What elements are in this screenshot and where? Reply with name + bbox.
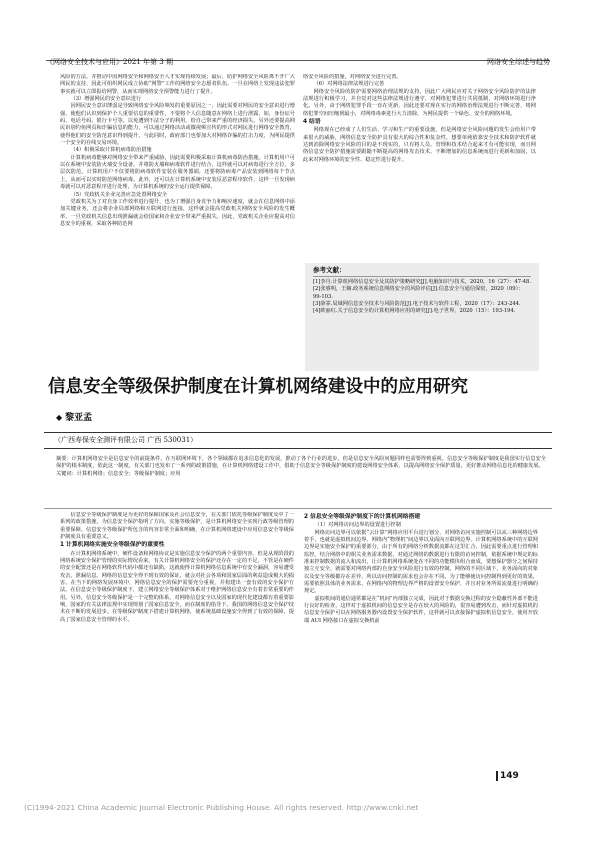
- references-list: [313, 279, 531, 315]
- subsection-heading: （5）党政机关企业完善应急处置网络安全: [70, 191, 168, 198]
- column-4: [304, 513, 538, 753]
- paragraph: 网络访问边界可以依据“云计算”网络应用平台进行划分，对网络访问实施控制可以从三种网络边界着手，也就是虚拟机间边界、网络内“物理机”间边界以及面向互联网边界。计算机网络系统中的互联网边界是实施安全保护的重要部分，由于所有的网络分析数据流都在这里汇合，因此需要重点进行管理和监控。结合网络中的相关业务需求数据，对通过网络的数据进行有限的访问控制，依据系统中规定的标准来控制数据的流入和流出，让计算机网络系统处在不同的功能模块组合而成，要想保护器分之间保持独立互安全，就需要对网络内部的自身安全风险进行有效的控制，网络的不同区域下，业务面向的对象以及安全等级都存在差异，所以访问控制的需求也会存在不同。为了能够使访问控制得到更好的效果，需要依照具体的业务需求，在网络内的物理边界严格的设置安全保护，并且对业务所需流量进行明确的规定。: [304, 529, 538, 595]
- section-heading: 4 结语: [303, 119, 321, 126]
- column-2: [303, 74, 536, 258]
- reference-item: [1]李丹.计算机网络信息安全及其防护策略研究[J].电脑知识与技术，2020，16（27）：47-48.: [313, 279, 531, 286]
- references-divider: [313, 276, 531, 277]
- section-heading: 2 信息安全等级保护制度下的计算机网络搭建: [304, 514, 421, 520]
- paragraph: 因网民安全意识薄弱是导致网络安全风险频发的重要原因之一，因此需要对网民的安全意识进行增强，使他们认识到保护个人重要信息的重要性，不要将个人信息随意在网络上进行泄露，如，身份证号码、电话号码、银行卡号等。以免遭到不法分子的利用，给自己带来严重的经济损失。另外还要提高网民识别钓鱼网页和诈骗信息的能力，可以通过网络活动或微视频宣传的形式对网民进行网络安全教育，使得他们的安全防范意识得到提升，与此同时，政府部门也要加大对网络诈骗的打击力度，为网民提供一个安全的在线交易环境。: [60, 103, 295, 147]
- copyright-footer: (C)1994-2021 China Academic Journal Electronic Publishing House. All rights reserved. http://www.cnki.net: [24, 803, 419, 812]
- paragraph: 网络安全风险的防护需要网络治理法规的支持，因此广大网民应对关于网络安全风险防护的法律法规进行积极学习，并自觉对这些法律法规进行遵守，对网络犯罪进行共同抵制，对网络环境进行净化。另外，由于网络犯罪手段一直在更新，因此还要对现在实行的网络治理法规进行不断完善，将网络犯罪空间压缩到最小，对网络毒素进行大力清除，为网民提供一个绿色、安全的网络环境。: [303, 88, 536, 117]
- reference-item: [2]张睿明，王娴.政务系统信息网络安全的风险评估[J].信息安全与通信保密，2020（09）：99-103.: [313, 286, 524, 300]
- paragraph: 网络现在已经成了人们生活、学习和生产的重要设施，但是网络安全风险问题的发生会给用户带来很大的威胁，网络信息安全防护具有很大的综合性和复杂性，想要单纯依靠安全技术和防护软件就达到消除网络安全风险的目的是不现实的，只有将人员、管理和技术结合起来才有可能实现，而且网络信息安全防护措施需要跟随不断提高的网络攻击技术、不断增加的信息系统而进行更新和加固，以此来对网络环境的安全性、稳定性进行提升。: [303, 127, 536, 163]
- journal-name: 《网络安全技术与应用》2021 年第 3 期: [46, 58, 173, 66]
- paragraph: 计算机病毒能够对网络安全带来严重威胁，因此需要积极采取计算机病毒防治措施。计算机用户可以在系统中安装防火墙安全设备，并将防火墙和病毒软件进行结合，这样就可以对病毒进行全方位、多层次防范。计算机用户不仅要将防病毒软件安装在服务器端，还要将防病毒产品安装到网络每个节点上，从而可以实时防范网络病毒。此外，还可以在计算机系统中安装反恶意程序软件，这样一旦发现病毒就可以对恶意程序进行处理，为计算机系统的安全运行提供保障。: [60, 154, 295, 191]
- article-title: 信息安全等级保护制度在计算机网络建设中的应用研究: [48, 377, 468, 397]
- reference-item: [3]薛霏.局域网信息安全技术与风险防范[J].电子技术与软件工程，2020（17）：243-244.: [313, 300, 521, 307]
- page-number: 149: [500, 771, 519, 781]
- paragraph: 络安全风险的措施，对网络安全进行完善。: [303, 74, 402, 80]
- subsection-heading: （4）积极采取计算机病毒防治措施: [70, 147, 152, 154]
- abstract-block: [56, 456, 546, 478]
- paragraph: 信息安全等级保护制度是为更好的保障国家及社会信息安全，在关部门依托等级保护制度及中了一系列的政策措施，为信息安全保护指明了方向。实施等级保护，是计算机网络安全实现行政等级管理的重要保障。信息安全等级保护所包含的内容非常全面和明确，在计算机网络建设中应用信息安全等级保护制度具有重要意义。: [60, 512, 294, 541]
- subsection-heading: （6）对网络法律法规进行完善: [313, 81, 385, 88]
- abstract: 摘要：计算机网络安全是信息安全的前提条件，在互联网环境下，各个领域都在追求信息化的发展，推动了各个行业的进步。但是信息安全风险问题同样也需要得到重视。信息安全等级保护制度是我国实行信息安全保护的根本制度，依此这一制度，有关部门也发布了一系列的政策措施，在计算机网络建设工作中，借助于信息安全等级保护制度的建设网络安全体系，以提高网络安全保护质量，更好推动网络信息化的健康发展。: [56, 456, 546, 470]
- divider: [44, 508, 552, 509]
- author: [56, 410, 92, 423]
- subsection-heading: （3）增强网民的安全意识进行: [70, 96, 142, 103]
- references-box: [305, 263, 539, 371]
- paragraph: 风险的方法，并推动中国网络安全和网络安全人才实现持续发展；最后，防护网络安全风险离不开广大网民的支持，因此可组织网民成立协助“网警”工作的网络安全志愿者队伍，一旦在网络上发现违法犯罪事实就可以立即报给网警，从而实现网络安全预警能力进行了提升。: [60, 74, 295, 95]
- diamond-icon: ◆: [56, 413, 63, 422]
- section-heading: 1 计算机网络实施安全等级保护的重要性: [60, 542, 165, 549]
- subsection-heading: （1）对网络访问边界的设置进行控制: [314, 522, 401, 529]
- reference-item: [4]欧丽红.关于信息安全的计算机网络应用的研究[J].电子世界，2020（15）：193-194.: [313, 308, 516, 315]
- references-title: 参考文献：: [313, 266, 346, 274]
- page-number-bar: [496, 771, 498, 781]
- author-name: 黎亚孟: [65, 413, 93, 423]
- section-name: 网络安全综述与趋势: [487, 58, 550, 66]
- paragraph: 在计算机网络系统中，硬件设备和网络协议是实施信息安全保护的两个重要内容，但是从现阶段的网络系统安全保护管理的实际情况看来，有关计算机网络安全的保护还存在一定的不足，不管是在硬件的安全配置还是在网络软件代码中都还有缺陷，这就使得计算机网络信息系统中有安全漏洞，容易遭受攻击、泄漏信息。网络的信息安全得不到有效的保证，就会对社会各项和国家层面的利益造成极大的损害。在当下的网络发展环境中，网络信息安全的保护需要充分重视，并构建出一套有效的安全保护方法。在信息安全等级保护制度下，建立网络安全等级保护体系对于维护网络信息安全有着非常重要的作用。另外，信息安全等级保护是一个完整的体系，对网络信息安全以及国家的现代化建设都有着重要影响，国家的有关法律法规中实现规划了国家信息安全，而在制度的指导下，我国的网络信息安全保护技术在不断的发展进步。在等级保护制度下搭建计算机网络，使系统基础设施安全得到了有效的保障，提高了国家信息安全管理的水平。: [60, 550, 294, 623]
- paragraph: 虚拟机间的通信通常都是在“机间”内部独立完成，因此对于数据交换过程的安全隐蔽性外部不能进行良好的检查，这样对于虚拟机间的信息安全是存在较大的风险的，很容易遭到攻击，而针对虚拟机的信息安全保护可以在网络服务器内设置安全保护软件，这样就可以直接保护虚拟机信息安全，使用开放端 AUI 网络接口在虚拟交换机前: [304, 595, 538, 624]
- keywords: 关键词：计算机网络；信息安全；等级保护制度；应用: [56, 470, 181, 477]
- running-header: [46, 58, 550, 66]
- column-3: [60, 512, 294, 742]
- column-1: [60, 74, 295, 349]
- affiliation: （广西寿保安全测评有限公司 广西 530031）: [44, 432, 552, 449]
- paragraph: 党政机关为了对自身工作效率进行提升，也为了增强自身竞争力和响应速度，就会在信息网络中添加关键业务，还会将企业局部网络和互联网进行连接，这样就会提高党政机关网络安全风险的发生概率。一旦党政机关信息出现泄漏就会给国家和企业安全带来严重损失。因此，党政机关企业应提高对信息安全的重视，采取各种防范网: [60, 198, 295, 227]
